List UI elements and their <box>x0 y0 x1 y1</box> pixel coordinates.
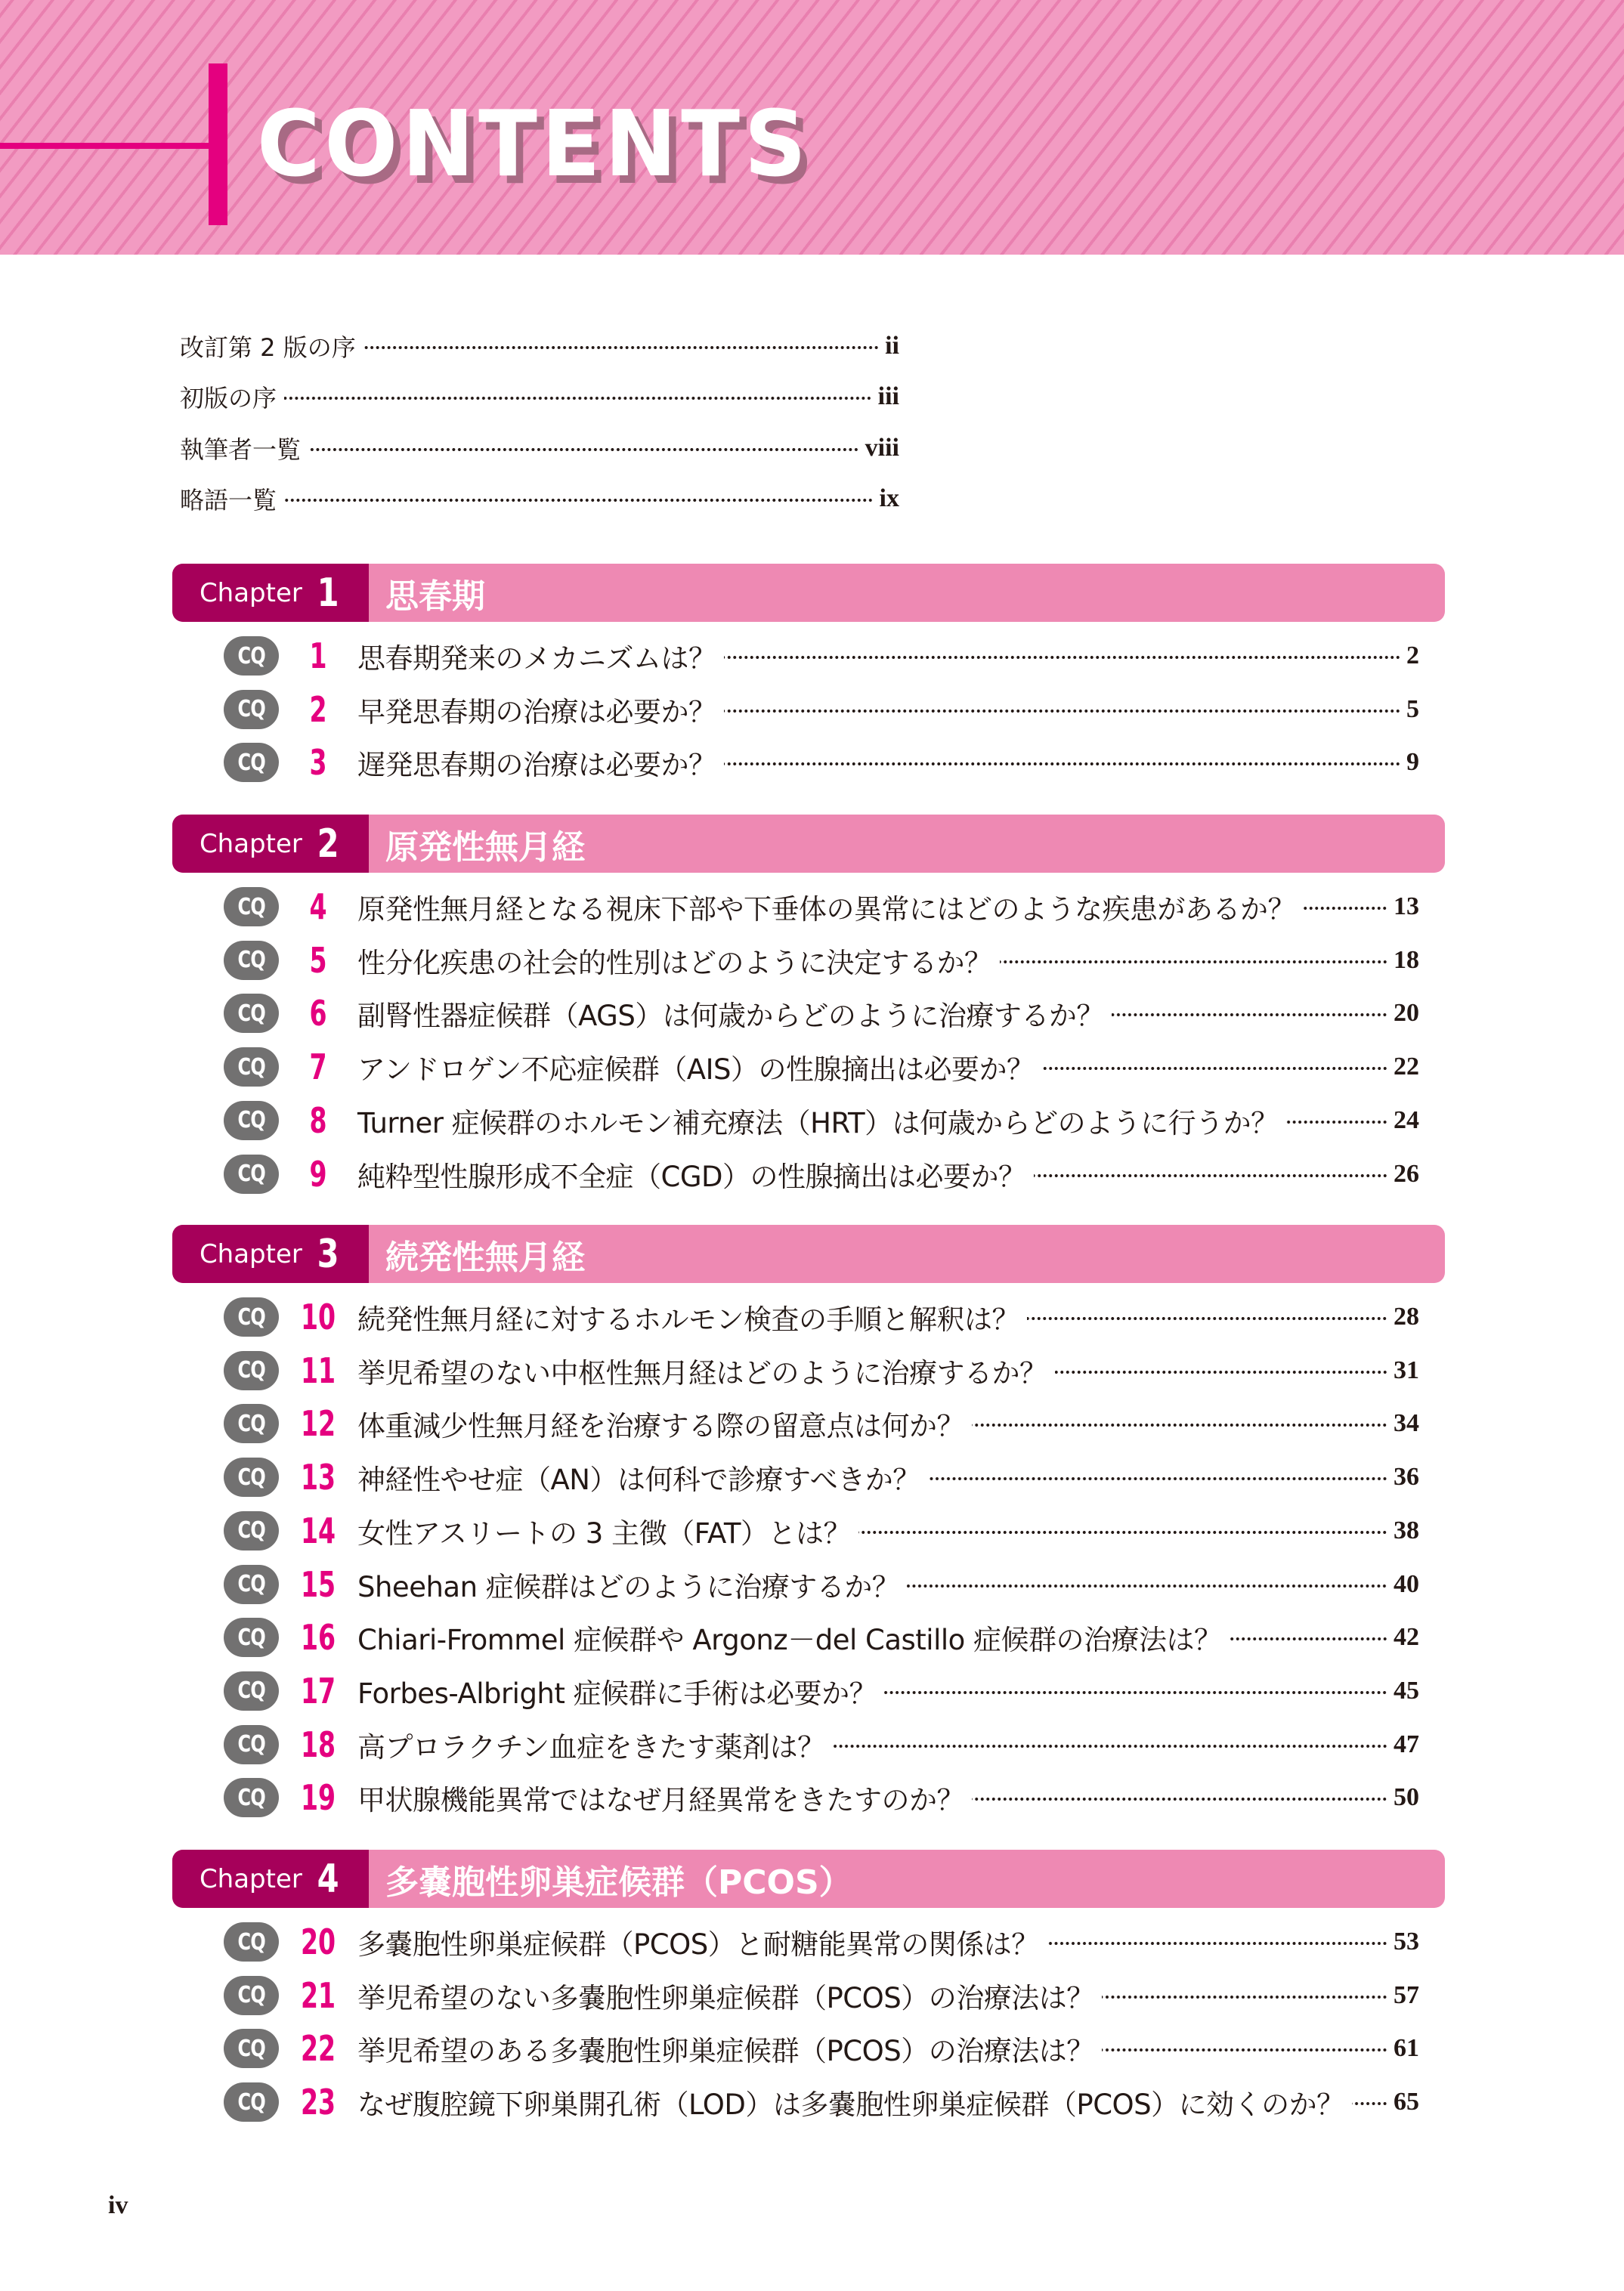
cq-badge-label: CQ <box>237 1303 265 1331</box>
cq-badge-icon <box>224 1671 279 1711</box>
cq-badge-label: CQ <box>237 1571 265 1597</box>
toc-entry-page: ix <box>879 484 899 512</box>
cq-title: アンドロゲン不応症候群（AIS）の性腺摘出は必要か？ <box>357 1053 1035 1087</box>
cq-badge-icon <box>224 1351 279 1390</box>
dot-leader <box>928 1477 1387 1480</box>
toc-entry-label: 執筆者一覧 <box>180 435 302 464</box>
toc-entry-cq-23[interactable] <box>224 2079 1419 2125</box>
cq-badge-label: CQ <box>237 642 265 669</box>
cq-title: 副腎性器症候群（AGS）は何歳からどのように治療するか？ <box>357 1000 1104 1033</box>
toc-entry-cq-14[interactable] <box>224 1508 1419 1554</box>
cq-badge-icon <box>224 690 279 729</box>
cq-page-number: 28 <box>1394 1303 1419 1331</box>
toc-entry-cq-9[interactable] <box>224 1152 1419 1197</box>
cq-page-number: 34 <box>1394 1409 1419 1438</box>
cq-number-text: 20 <box>300 1922 336 1962</box>
cq-badge-icon <box>224 941 279 980</box>
toc-entry-cq-12[interactable] <box>224 1401 1419 1446</box>
cq-number-text: 6 <box>309 993 327 1034</box>
cq-number-text: 18 <box>300 1724 336 1765</box>
dot-leader <box>1303 907 1387 910</box>
cq-title: 女性アスリートの 3 主徴（FAT）とは？ <box>357 1517 852 1550</box>
cq-page-number: 26 <box>1394 1159 1419 1188</box>
dot-leader <box>1034 1174 1388 1177</box>
chapter-title: 思春期 <box>385 577 485 616</box>
dot-leader <box>308 448 859 451</box>
toc-entry-cq-19[interactable] <box>224 1775 1419 1820</box>
cq-badge-label: CQ <box>237 1928 265 1956</box>
cq-title: Chiari-Frommel 症候群や Argonz－del Castillo 症候群の治療法は？ <box>357 1624 1222 1657</box>
cq-page-number: 9 <box>1406 748 1419 777</box>
cq-badge-icon <box>224 743 279 782</box>
cq-number-text: 11 <box>300 1350 336 1391</box>
chapter-number: 2 <box>317 821 339 867</box>
cq-title: 性分化疾患の社会的性別はどのように決定するか？ <box>357 946 992 979</box>
cq-page-number: 22 <box>1394 1053 1419 1081</box>
toc-entry-label: 初版の序 <box>180 384 277 413</box>
cq-number-text: 22 <box>300 2028 336 2070</box>
banner-vertical-rule <box>209 63 227 225</box>
toc-entry-front-3[interactable] <box>180 431 899 465</box>
toc-entry-cq-11[interactable] <box>224 1348 1419 1393</box>
cq-badge-icon <box>224 1047 279 1087</box>
cq-title: Turner 症候群のホルモン補充療法（HRT）は何歳からどのように行うか？ <box>357 1106 1279 1139</box>
dot-leader <box>1102 1996 1387 1999</box>
dot-leader <box>284 499 874 502</box>
cq-badge-icon <box>224 636 279 676</box>
cq-page-number: 31 <box>1394 1356 1419 1384</box>
chapter-header-2[interactable] <box>172 815 1445 873</box>
cq-badge-label: CQ <box>237 1000 265 1027</box>
dot-leader <box>884 1691 1387 1694</box>
chapter-title: 多嚢胞性卵巣症候群（PCOS） <box>385 1863 852 1902</box>
cq-badge-label: CQ <box>237 1161 265 1187</box>
cq-title: 高プロラクチン血症をきたす薬剤は？ <box>357 1730 825 1764</box>
chapter-header-1[interactable] <box>172 564 1445 622</box>
toc-entry-cq-22[interactable] <box>224 2026 1419 2071</box>
cq-badge-label: CQ <box>237 1517 265 1544</box>
chapter-tag <box>172 815 369 873</box>
cq-number-text: 7 <box>309 1047 327 1088</box>
toc-entry-cq-3[interactable] <box>224 740 1419 785</box>
toc-entry-cq-5[interactable] <box>224 938 1419 983</box>
dot-leader <box>858 1531 1387 1534</box>
cq-number-text: 5 <box>309 939 327 981</box>
page-title: CONTENTS <box>257 92 811 197</box>
cq-page-number: 13 <box>1394 892 1419 920</box>
cq-page-number: 2 <box>1406 642 1419 669</box>
chapter-word: Chapter <box>199 828 302 859</box>
toc-entry-page: ii <box>885 332 899 360</box>
toc-entry-cq-13[interactable] <box>224 1455 1419 1500</box>
cq-number-text: 8 <box>309 1099 327 1141</box>
cq-badge-icon <box>224 1297 279 1337</box>
cq-badge-icon <box>224 1565 279 1604</box>
cq-number-text: 3 <box>309 742 327 784</box>
cq-title: 思春期発来のメカニズムは？ <box>357 642 716 675</box>
dot-leader <box>1352 2102 1387 2105</box>
cq-page-number: 18 <box>1394 945 1419 974</box>
cq-page-number: 57 <box>1394 1980 1419 2009</box>
cq-number <box>279 1350 357 1391</box>
cq-number-text: 4 <box>309 886 327 927</box>
cq-title: 挙児希望のない中枢性無月経はどのように治療するか？ <box>357 1356 1047 1390</box>
cq-number <box>279 1564 357 1605</box>
cq-title: 原発性無月経となる視床下部や下垂体の異常にはどのような疾患があるか？ <box>357 893 1295 926</box>
toc-entry-cq-15[interactable] <box>224 1562 1419 1607</box>
toc-entry-cq-7[interactable] <box>224 1044 1419 1090</box>
cq-number-text: 15 <box>300 1563 336 1605</box>
toc-entry-cq-2[interactable] <box>224 687 1419 732</box>
cq-number <box>279 1724 357 1765</box>
cq-number-text: 10 <box>300 1297 336 1337</box>
dot-leader <box>907 1585 1387 1588</box>
cq-title: 神経性やせ症（AN）は何科で診療すべきか？ <box>357 1464 920 1497</box>
chapter-number: 4 <box>317 1856 339 1902</box>
toc-entry-cq-8[interactable] <box>224 1098 1419 1143</box>
cq-page-number: 5 <box>1406 694 1419 723</box>
toc-entry-label: 改訂第 2 版の序 <box>180 333 356 362</box>
cq-page-number: 47 <box>1394 1730 1419 1758</box>
chapter-word: Chapter <box>199 1863 302 1894</box>
dot-leader <box>724 656 1401 659</box>
cq-number <box>279 1457 357 1498</box>
dot-leader <box>1112 1013 1387 1016</box>
toc-entry-cq-17[interactable] <box>224 1668 1419 1714</box>
cq-badge-label: CQ <box>237 2088 265 2116</box>
toc-entry-cq-10[interactable] <box>224 1294 1419 1340</box>
cq-badge-label: CQ <box>237 1731 265 1758</box>
cq-badge-icon <box>224 1922 279 1962</box>
cq-badge-label: CQ <box>237 1464 265 1491</box>
contents-banner <box>0 0 1624 255</box>
cq-number-text: 12 <box>300 1403 336 1445</box>
dot-leader <box>284 397 872 400</box>
cq-number <box>279 1047 357 1087</box>
cq-number <box>279 742 357 783</box>
cq-badge-label: CQ <box>237 696 265 723</box>
cq-title: 甲状腺機能異常ではなぜ月経異常をきたすのか？ <box>357 1784 964 1817</box>
cq-badge-label: CQ <box>237 893 265 920</box>
cq-number <box>279 1671 357 1711</box>
cq-page-number: 61 <box>1394 2034 1419 2063</box>
chapter-tag <box>172 564 369 622</box>
cq-badge-label: CQ <box>237 1107 265 1134</box>
dot-leader <box>724 710 1401 713</box>
cq-number <box>279 2082 357 2122</box>
toc-entry-cq-21[interactable] <box>224 1973 1419 2018</box>
cq-page-number: 24 <box>1394 1105 1419 1134</box>
cq-title: なぜ腹腔鏡下卵巣開孔術（LOD）は多嚢胞性卵巣症候群（PCOS）に効くのか？ <box>357 2088 1344 2122</box>
cq-number <box>279 1777 357 1818</box>
toc-entry-cq-18[interactable] <box>224 1722 1419 1767</box>
cq-badge-label: CQ <box>237 1357 265 1384</box>
cq-number-text: 19 <box>300 1777 336 1819</box>
cq-title: 体重減少性無月経を治療する際の留意点は何か？ <box>357 1410 964 1443</box>
cq-badge-icon <box>224 1618 279 1657</box>
cq-title: 挙児希望のある多嚢胞性卵巣症候群（PCOS）の治療法は？ <box>357 2035 1094 2068</box>
chapter-number: 1 <box>317 570 339 616</box>
cq-page-number: 45 <box>1394 1676 1419 1705</box>
dot-leader <box>1055 1371 1388 1374</box>
dot-leader <box>1102 2048 1387 2051</box>
chapter-number: 3 <box>317 1231 339 1277</box>
toc-entry-front-2[interactable] <box>180 380 899 413</box>
cq-badge-label: CQ <box>237 1677 265 1705</box>
cq-number <box>279 993 357 1034</box>
chapter-title: 続発性無月経 <box>385 1238 585 1277</box>
cq-badge-icon <box>224 994 279 1033</box>
toc-entry-cq-6[interactable] <box>224 991 1419 1036</box>
toc-entry-page: viii <box>865 434 899 462</box>
cq-title: 続発性無月経に対するホルモン検査の手順と解釈は？ <box>357 1303 1019 1336</box>
cq-number-text: 9 <box>309 1153 327 1195</box>
cq-number <box>279 1922 357 1962</box>
dot-leader <box>833 1745 1387 1748</box>
cq-badge-label: CQ <box>237 947 265 974</box>
cq-title: Sheehan 症候群はどのように治療するか？ <box>357 1570 900 1603</box>
cq-page-number: 50 <box>1394 1783 1419 1812</box>
cq-badge-icon <box>224 2082 279 2122</box>
cq-title: 多嚢胞性卵巣症候群（PCOS）と耐糖能異常の関係は？ <box>357 1928 1039 1961</box>
cq-badge-icon <box>224 1458 279 1497</box>
cq-page-number: 53 <box>1394 1928 1419 1956</box>
cq-badge-icon <box>224 1101 279 1140</box>
toc-entry-front-1[interactable] <box>180 329 899 363</box>
cq-badge-label: CQ <box>237 1053 265 1081</box>
cq-badge-icon <box>224 1511 279 1551</box>
cq-number <box>279 886 357 927</box>
dot-leader <box>1286 1121 1387 1124</box>
banner-horizontal-rule <box>0 143 219 149</box>
toc-entry-cq-4[interactable] <box>224 884 1419 929</box>
cq-page-number: 36 <box>1394 1463 1419 1492</box>
cq-page-number: 20 <box>1394 999 1419 1028</box>
cq-number <box>279 940 357 981</box>
cq-number-text: 1 <box>309 635 327 676</box>
cq-number <box>279 1510 357 1551</box>
cq-page-number: 65 <box>1394 2088 1419 2116</box>
cq-title: 挙児希望のない多嚢胞性卵巣症候群（PCOS）の治療法は？ <box>357 1981 1094 2014</box>
cq-number-text: 13 <box>300 1457 336 1498</box>
cq-number-text: 17 <box>300 1670 336 1711</box>
dot-leader <box>1042 1067 1388 1070</box>
cq-number-text: 16 <box>300 1617 336 1659</box>
cq-number <box>279 1403 357 1444</box>
cq-badge-label: CQ <box>237 1624 265 1651</box>
dot-leader <box>1230 1637 1387 1640</box>
cq-title: 遅発思春期の治療は必要か？ <box>357 749 716 782</box>
dot-leader <box>363 346 879 349</box>
cq-title: Forbes-Albright 症候群に手術は必要か？ <box>357 1677 877 1710</box>
dot-leader <box>1027 1317 1387 1320</box>
page-number: iv <box>108 2191 128 2219</box>
dot-leader <box>1000 960 1388 963</box>
chapter-tag <box>172 1225 369 1283</box>
cq-number <box>279 1975 357 2016</box>
toc-entry-label: 略語一覧 <box>180 486 277 515</box>
chapter-title: 原発性無月経 <box>385 827 585 867</box>
cq-badge-icon <box>224 2029 279 2068</box>
cq-number-text: 21 <box>300 1974 336 2016</box>
cq-badge-label: CQ <box>237 2035 265 2062</box>
chapter-header-4[interactable] <box>172 1850 1445 1908</box>
toc-entry-page: iii <box>877 382 899 410</box>
toc-entry-cq-20[interactable] <box>224 1919 1419 1965</box>
cq-badge-label: CQ <box>237 1784 265 1811</box>
cq-badge-icon <box>224 887 279 926</box>
cq-page-number: 42 <box>1394 1623 1419 1652</box>
cq-badge-icon <box>224 1778 279 1817</box>
dot-leader <box>972 1798 1387 1801</box>
cq-badge-icon <box>224 1976 279 2015</box>
toc-entry-cq-16[interactable] <box>224 1615 1419 1660</box>
cq-title: 純粋型性腺形成不全症（CGD）の性腺摘出は必要か？ <box>357 1160 1026 1193</box>
chapter-word: Chapter <box>199 1238 302 1269</box>
cq-number <box>279 2028 357 2069</box>
cq-number <box>279 1297 357 1337</box>
cq-title: 早発思春期の治療は必要か？ <box>357 695 716 728</box>
cq-number <box>279 635 357 676</box>
cq-badge-icon <box>224 1725 279 1764</box>
toc-entry-front-4[interactable] <box>180 482 899 515</box>
cq-number <box>279 1154 357 1195</box>
cq-badge-label: CQ <box>237 749 265 776</box>
toc-entry-cq-1[interactable] <box>224 633 1419 679</box>
cq-number-text: 14 <box>300 1510 336 1551</box>
cq-page-number: 40 <box>1394 1569 1419 1598</box>
cq-badge-label: CQ <box>237 1982 265 2009</box>
cq-page-number: 38 <box>1394 1516 1419 1544</box>
cq-badge-label: CQ <box>237 1410 265 1437</box>
cq-number <box>279 689 357 730</box>
cq-number <box>279 1617 357 1658</box>
dot-leader <box>972 1424 1387 1427</box>
cq-number <box>279 1100 357 1141</box>
dot-leader <box>1047 1942 1387 1945</box>
chapter-word: Chapter <box>199 577 302 608</box>
cq-badge-icon <box>224 1404 279 1443</box>
cq-badge-icon <box>224 1155 279 1194</box>
chapter-tag <box>172 1850 369 1908</box>
dot-leader <box>724 762 1401 765</box>
cq-number-text: 23 <box>300 2082 336 2123</box>
chapter-header-3[interactable] <box>172 1225 1445 1283</box>
cq-number-text: 2 <box>309 688 327 730</box>
